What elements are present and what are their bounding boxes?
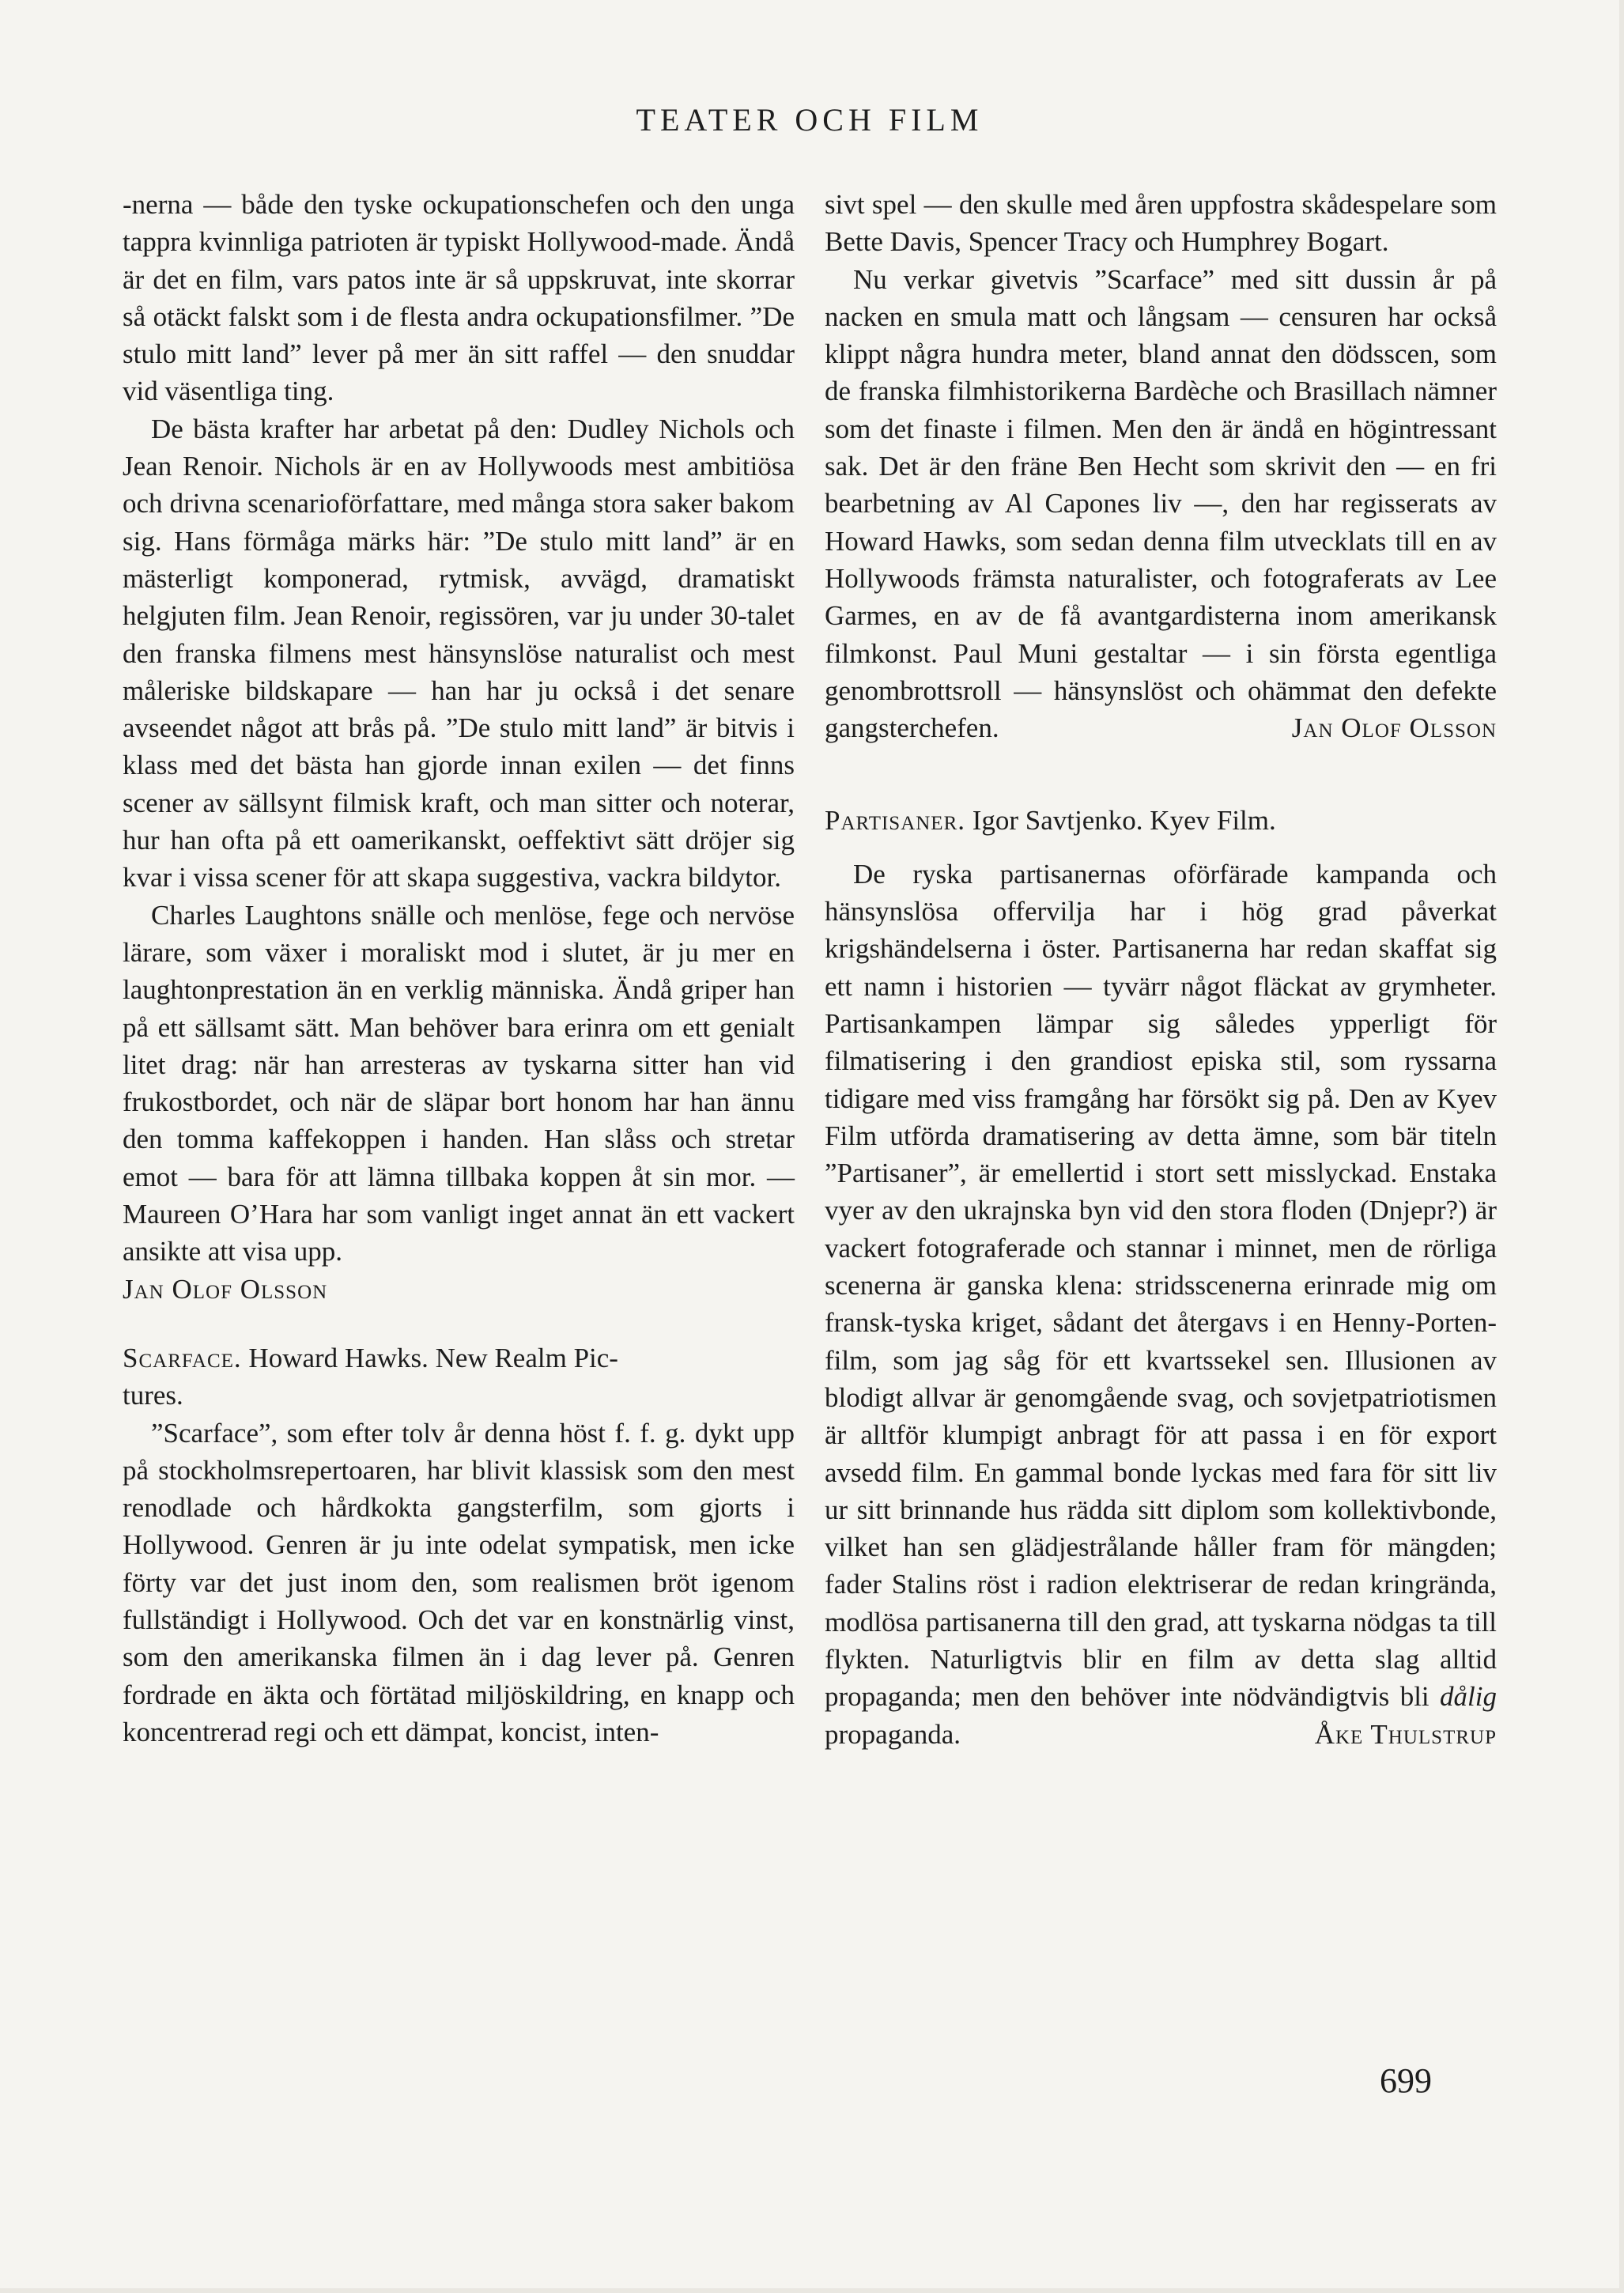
- review-credits: Howard Hawks. New Realm Pic-: [241, 1342, 618, 1373]
- paragraph: [825, 856, 1497, 1753]
- review-title: Partisaner.: [825, 805, 965, 837]
- paragraph-text: propaganda.: [825, 1718, 961, 1750]
- spacer: [123, 1308, 795, 1339]
- paragraph: De bästa krafter har arbetat på den: Dudley Nichols och Jean Renoir. Nichols är en av Hollywoods mest ambitiösa och drivna scenarioförfattare, med många stora saker bakom sig. Hans förmåga märks här: ”De stulo mitt land” är en mästerligt komponerad, rytmisk, avvägd, dramatiskt helgjuten film. Jean Renoir, regissören, var ju under 30-talet den franska filmens mest hänsynslöse naturalist och mest måleriske bildskapare — han har ju också i det senare avseendet något att brås på. ”De stulo mitt land” är bitvis i klass med det bästa han gjorde innan exilen — det finns scener av sällsynt filmisk kraft, och man sitter och noterar, hur han ofta på ett oamerikanskt, oeffektivt sätt dröjer sig kvar i vissa scener för att skapa suggestiva, vackra bildytor.: [123, 413, 795, 893]
- paragraph: ”Scarface”, som efter tolv år denna höst f. f. g. dykt upp på stockholmsrepertoaren, har blivit klassisk som den mest renodlade och hårdkokta gangsterfilm, som gjorts i Hollywood. Genren är ju inte odelat sympatisk, men icke förty var det just inom den, som realismen bröt igenom fullständigt i Hollywood. Och det var en konstnärlig vinst, som den amerikanska filmen än i dag lever på. Genren fordrade en äkta och förtätad miljöskildring, en knapp och koncentrerad regi och ett dämpat, koncist, inten-: [123, 1417, 795, 1747]
- spacer: [825, 840, 1497, 856]
- spacer: [825, 746, 1497, 802]
- paragraph: [825, 261, 1497, 747]
- review-credits-continued: tures.: [123, 1380, 183, 1411]
- running-head: TEATER OCH FILM: [636, 102, 984, 138]
- review-heading: [825, 802, 1497, 839]
- paragraph-text: De ryska partisanernas oförfärade kampanda och hänsynslösa offervilja har i hög grad påverkat krigshändelserna i öster. Partisanerna har redan skaffat sig ett namn i historien — tyvärr något fläckat av grymheter. Partisankampen lämpar sig således ypperligt för filmatisering i den grandiost episka stil, som ryssarna tidigare med viss framgång har försökt sig på. Den av Kyev Film utförda dramatisering av detta ämne, som bär titeln ”Partisaner”, är emellertid i stort sett misslyckad. Enstaka vyer av den ukrajnska byn vid den stora floden (Dnjepr?) är vackert fotograferade och stannar i minnet, men de rörliga scenerna är ganska klena: stridsscenerna erinrade mig om fransk-tyska kriget, sådant det återgavs i en Henny-Porten-film, som jag såg för ett kvartssekel sen. Illusionen av blodigt allvar är genomgående svag, och sovjetpatriotismen är alltför klumpigt anbragt för att passa i en för export avsedd film. En gammal bonde lyckas med fara för sitt liv ur sitt brinnande hus rädda sitt diplom som kollektivbonde, vilket han sen glädjestrålande håller fram för mängden; fader Stalins röst i radion elektriserar de redan kringrända, modlösa partisanerna till den grad, att tyskarna nödgas ta till flykten. Naturligtvis blir en film av detta slag alltid propaganda; men den behöver inte nödvändigtvis bli: [825, 858, 1497, 1713]
- review-heading: [123, 1339, 795, 1377]
- emphasis: dålig: [1440, 1681, 1497, 1713]
- paragraph: sivt spel — den skulle med åren uppfostra skådespelare som Bette Davis, Spencer Tracy och Humphrey Bogart.: [825, 189, 1497, 258]
- paragraph-text: Nu verkar givetvis ”Scarface” med sitt dussin år på nacken en smula matt och långsam — censuren har också klippt några hundra meter, bland annat den dödsscen, som de franska filmhistorikerna Bardèche och Brasillach nämner som det finaste i filmen. Men den är ändå en högintressant sak. Det är den fräne Ben Hecht som skrivit den — en fri bearbetning av Al Capones liv —, den har regisserats av Howard Hawks, som sedan denna film utvecklats till en av Hollywoods främsta naturalister, och fotograferats av Lee Garmes, en av de få avantgardisterna inom amerikansk filmkonst. Paul Muni gestaltar — i sin första egentliga genombrottsroll — hänsynslöst och ohämmat den defekte gangsterchefen.: [825, 263, 1497, 744]
- left-column: [123, 186, 795, 1751]
- review-title: Scarface.: [123, 1342, 242, 1373]
- page-number: 699: [1380, 2061, 1432, 2100]
- author-signature: Jan Olof Olsson: [123, 1273, 328, 1305]
- author-signature: Jan Olof Olsson: [1291, 712, 1497, 744]
- paragraph: Charles Laughtons snälle och menlöse, fege och nervöse lärare, som växer i moraliskt mod i slutet, är ju mer en laughtonprestation än en verklig människa. Ändå griper han på ett sällsamt sätt. Man behöver bara erinra om ett genialt litet drag: när han arresteras av tyskarna sitter han vid frukostbordet, och när de släpar bort honom har han ännu den tomma kaffekoppen i handen. Han slåss och stretar emot — bara för att lämna tillbaka koppen åt sin mor. — Maureen O’Hara har som vanligt inget annat än ett vackert ansikte att visa upp.: [123, 899, 795, 1267]
- right-column: [825, 186, 1497, 1753]
- paragraph: -nerna — både den tyske ockupationschefen och den unga tappra kvinnliga patrioten är typiskt Hollywood-made. Ändå är det en film, vars patos inte är så uppskruvat, inte skorrar så otäckt falskt som i de flesta andra ockupationsfilmer. ”De stulo mitt land” lever på mer än sitt raffel — den snuddar vid väsentliga ting.: [123, 189, 795, 407]
- review-credits: Igor Savtjenko. Kyev Film.: [965, 805, 1276, 837]
- author-signature: Åke Thulstrup: [1314, 1718, 1497, 1750]
